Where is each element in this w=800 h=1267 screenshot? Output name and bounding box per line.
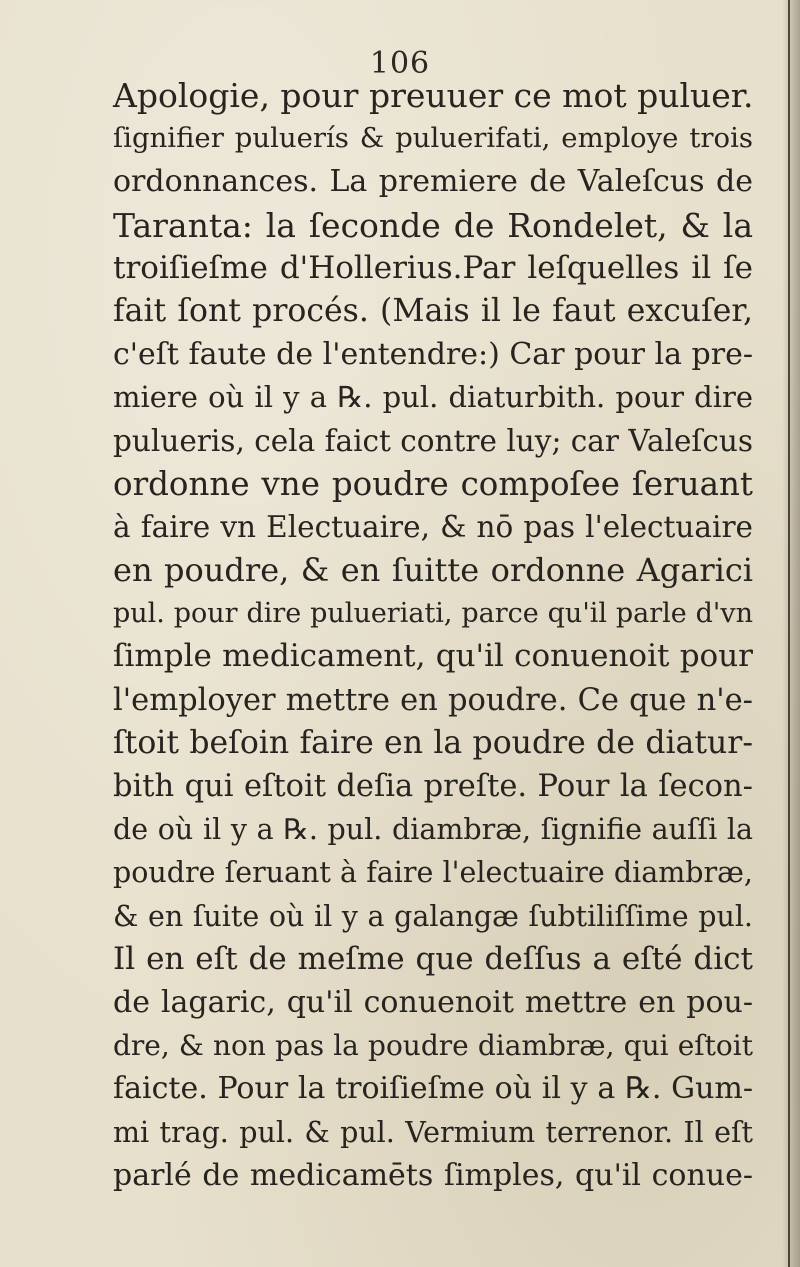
- text-line: Il en eſt de meſme que deſſus a eſté dict: [113, 940, 753, 977]
- text-line: dre, & non pas la poudre diambræ, qui eſtoit: [113, 1029, 753, 1063]
- text-line: pul. pour dire pulueriati, parce qu'il parle d'vn: [113, 598, 753, 630]
- text-line: faicte. Pour la troiſieſme où il y a ℞. Gum-: [113, 1071, 753, 1107]
- text-line: ſimple medicament, qu'il conuenoit pour: [113, 638, 753, 675]
- text-line: ſignifier puluerís & puluerifati, employe trois: [113, 122, 753, 155]
- text-line: c'eſt faute de l'entendre:) Car pour la pre-: [113, 337, 753, 373]
- page-edge-line: [788, 0, 790, 1267]
- text-line: ordonne vne poudre compoſee ſeruant: [113, 464, 753, 503]
- text-line: Apologie, pour preuuer ce mot puluer.: [113, 76, 754, 115]
- body-text: [113, 74, 753, 1197]
- text-line: troiſieſme d'Hollerius.Par leſquelles il ſe: [113, 249, 753, 286]
- text-line: de où il y a ℞. pul. diambræ, ſignifie auſſi la: [113, 813, 753, 847]
- page-edge-shadow: [782, 0, 800, 1267]
- text-line: de lagaric, qu'il conuenoit mettre en pou-: [113, 984, 753, 1020]
- text-line: Taranta: la ſeconde de Rondelet, & la: [113, 205, 753, 245]
- text-line: parlé de medicamēts ſimples, qu'il conue-: [113, 1157, 753, 1193]
- text-line: & en ſuite où il y a galangæ ſubtiliſſime pul.: [113, 899, 753, 933]
- text-line: bith qui eſtoit deſia preſte. Pour la ſecon-: [113, 769, 753, 804]
- text-line: mi trag. pul. & pul. Vermium terrenor. Il eſt: [113, 1115, 753, 1149]
- page-number: 106: [369, 46, 431, 81]
- text-line: ſtoit beſoin faire en la poudre de diatur-: [113, 724, 753, 761]
- text-line: ordonnances. La premiere de Valeſcus de: [113, 164, 753, 200]
- text-line: pulueris, cela faict contre luy; car Valeſcus: [113, 423, 754, 458]
- text-line: miere où il y a ℞. pul. diaturbith. pour dire: [113, 380, 753, 415]
- text-line: l'employer mettre en poudre. Ce que n'e-: [113, 682, 753, 718]
- text-line: à faire vn Electuaire, & nō pas l'electuaire: [113, 509, 753, 544]
- text-line: fait ſont procés. (Mais il le faut excuſer,: [113, 292, 753, 329]
- text-line: poudre ſeruant à faire l'electuaire diambræ,: [113, 856, 753, 890]
- text-line: en poudre, & en ſuitte ordonne Agarici: [113, 551, 753, 590]
